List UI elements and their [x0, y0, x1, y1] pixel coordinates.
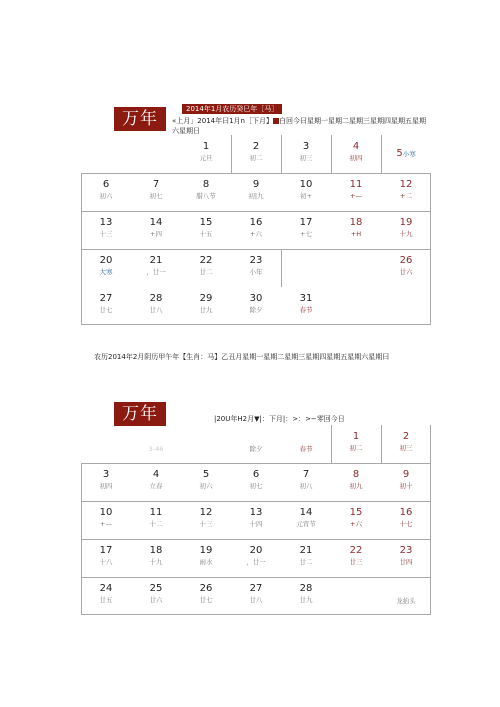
lunar-label: 除夕 — [249, 306, 263, 314]
day-number: 15 — [199, 217, 213, 228]
day-cell[interactable] — [81, 577, 131, 615]
day-cell[interactable] — [181, 463, 231, 501]
day-cell[interactable] — [231, 463, 281, 501]
day-cell[interactable] — [81, 173, 131, 211]
lunar-label: 廿九 — [199, 306, 213, 314]
lunar-label: 十三 — [199, 520, 213, 528]
grid-line — [331, 425, 332, 463]
weekday-header-1b: 六星期日 — [172, 127, 200, 135]
day-cell[interactable] — [81, 539, 131, 577]
lunar-label: 初八 — [299, 482, 313, 490]
day-cell[interactable] — [181, 577, 231, 615]
day-number: 6 — [102, 179, 110, 190]
lunar-label: 初三 — [299, 154, 313, 162]
day-number: 24 — [99, 583, 113, 594]
day-number: 17 — [99, 545, 113, 556]
day-number: 9 — [402, 469, 410, 480]
day-cell[interactable] — [81, 463, 131, 501]
day-number: 8 — [352, 469, 360, 480]
grid-line — [231, 135, 232, 173]
day-cell[interactable] — [281, 539, 331, 577]
day-number: 5 — [202, 469, 210, 480]
day-number: 16 — [249, 217, 263, 228]
lunar-label: +H — [350, 230, 362, 238]
lunar-label: 小年 — [249, 268, 263, 276]
day-cell[interactable] — [181, 173, 231, 211]
day-number: 18 — [149, 545, 163, 556]
grid-line — [81, 577, 431, 578]
day-cell[interactable] — [331, 425, 381, 463]
day-cell[interactable] — [231, 173, 281, 211]
lunar-label: 小寒 — [402, 150, 416, 158]
day-number: 2 — [402, 431, 410, 442]
day-cell[interactable] — [131, 249, 181, 287]
day-number: 27 — [99, 293, 113, 304]
day-number: 22 — [349, 545, 363, 556]
day-cell[interactable] — [331, 173, 381, 211]
grid-line — [81, 463, 431, 464]
day-number: 23 — [399, 545, 413, 556]
day-cell[interactable] — [131, 211, 181, 249]
day-number: 20 — [249, 545, 263, 556]
day-number: 28 — [299, 583, 313, 594]
day-cell[interactable] — [381, 135, 431, 173]
grid-line — [381, 425, 382, 463]
lunar-label: 廿八 — [149, 306, 163, 314]
day-cell[interactable] — [81, 287, 131, 325]
lunar-label: 初|九 — [248, 192, 264, 200]
day-cell[interactable] — [381, 249, 431, 287]
day-cell[interactable] — [331, 501, 381, 539]
calendar-nav-header-1 — [172, 116, 426, 126]
day-cell[interactable] — [331, 539, 381, 577]
day-cell[interactable] — [281, 287, 331, 325]
day-number: 1 — [352, 431, 360, 442]
day-number: 21 — [299, 545, 313, 556]
lunar-label: +七 — [300, 230, 312, 238]
day-number: 28 — [149, 293, 163, 304]
day-number: 19 — [199, 545, 213, 556]
day-cell[interactable] — [231, 211, 281, 249]
day-cell[interactable] — [281, 425, 331, 463]
lunar-label: 除夕 — [249, 445, 263, 453]
lunar-label: 初六 — [99, 192, 113, 200]
lunar-label: 廿四 — [399, 558, 413, 566]
day-cell[interactable] — [381, 539, 431, 577]
lunar-label: +— — [100, 520, 112, 528]
lunar-label: ，廿一 — [246, 558, 266, 566]
day-number: 5 — [396, 148, 403, 159]
lunar-label: +— — [350, 192, 362, 200]
day-number: 10 — [299, 179, 313, 190]
lunar-label: +四 — [150, 230, 162, 238]
day-cell[interactable] — [381, 577, 431, 615]
day-cell[interactable] — [281, 135, 331, 173]
lunar-label: +六 — [350, 520, 362, 528]
lunar-label: 雨水 — [199, 558, 213, 566]
weekday-header-1: 白回今曰星期一星期二星期三星期四星期五星期 — [279, 117, 426, 125]
lunar-label: 初+ — [300, 192, 312, 200]
day-number: 9 — [252, 179, 260, 190]
day-number: 15 — [349, 507, 363, 518]
lunar-label: 廿七 — [99, 306, 113, 314]
day-cell[interactable] — [381, 425, 431, 463]
day-cell[interactable] — [381, 211, 431, 249]
lunar-label: 廿六 — [399, 268, 413, 276]
day-number: 18 — [349, 217, 363, 228]
nav-text-1[interactable]: «上月」2014年曰1月n［下月】 — [172, 117, 273, 125]
lunar-label: 廿二 — [199, 268, 213, 276]
day-number: 22 — [199, 255, 213, 266]
day-number: 26 — [399, 255, 413, 266]
lunar-label: 春节 — [299, 306, 313, 314]
grid-line — [81, 249, 431, 250]
day-cell[interactable] — [181, 287, 231, 325]
day-number: 12 — [399, 179, 413, 190]
day-number: 31 — [299, 293, 313, 304]
grid-line — [381, 173, 431, 174]
day-cell[interactable] — [281, 501, 331, 539]
day-number: 11 — [349, 179, 363, 190]
day-number: 6 — [252, 469, 260, 480]
day-cell[interactable] — [331, 463, 381, 501]
day-number: 4 — [152, 469, 160, 480]
lunar-label: 十八 — [99, 558, 113, 566]
day-cell[interactable] — [231, 425, 281, 463]
lunar-label: 初七 — [149, 192, 163, 200]
day-number: 3 — [102, 469, 110, 480]
day-cell[interactable] — [131, 501, 181, 539]
lunar-label: 十二 — [149, 520, 163, 528]
day-cell[interactable] — [81, 211, 131, 249]
day-cell[interactable] — [231, 135, 281, 173]
lunar-label: 廿七 — [199, 596, 213, 604]
lunar-label: 十四 — [249, 520, 263, 528]
lunar-label: 初七 — [249, 482, 263, 490]
day-number: 19 — [399, 217, 413, 228]
day-cell[interactable] — [231, 287, 281, 325]
lunar-label: 3-46 — [148, 445, 164, 453]
day-cell[interactable] — [181, 501, 231, 539]
day-number: 16 — [399, 507, 413, 518]
grid-line — [81, 539, 431, 540]
lunar-info-line: 农历2014年2月阴历甲午年【生肖：马】乙丑月星期一星期二星期三星期四星期五星期六星期曰 — [94, 353, 390, 361]
day-cell[interactable] — [331, 211, 381, 249]
day-cell[interactable] — [381, 173, 431, 211]
lunar-label: 廿二 — [299, 558, 313, 566]
lunar-label: 初六 — [199, 482, 213, 490]
grid-line — [81, 211, 431, 212]
day-number: 10 — [99, 507, 113, 518]
day-cell[interactable] — [281, 211, 331, 249]
lunar-label: 初二 — [349, 444, 363, 452]
calendar-grid-1 — [81, 135, 431, 325]
day-cell[interactable] — [131, 463, 181, 501]
lunar-label: 十九 — [399, 230, 413, 238]
day-cell[interactable] — [281, 577, 331, 615]
logo-wannianli-1: 万年历 — [114, 107, 166, 131]
day-cell[interactable] — [231, 539, 281, 577]
day-number: 14 — [149, 217, 163, 228]
day-number: 23 — [249, 255, 263, 266]
day-number: 29 — [199, 293, 213, 304]
day-cell[interactable] — [281, 463, 331, 501]
day-number: 25 — [149, 583, 163, 594]
lunar-label: 初十 — [399, 482, 413, 490]
lunar-label: 龙抬头 — [396, 597, 416, 605]
grid-line — [281, 135, 282, 173]
lunar-label: 廿三 — [349, 558, 363, 566]
day-cell[interactable] — [181, 135, 231, 173]
lunar-label: 初四 — [99, 482, 113, 490]
day-number: 14 — [299, 507, 313, 518]
day-cell[interactable] — [381, 501, 431, 539]
lunar-label: +六 — [250, 230, 262, 238]
day-number: 27 — [249, 583, 263, 594]
month-banner-1: 2014年1月农历癸巳年［马］ — [182, 104, 282, 114]
day-number: 4 — [352, 141, 360, 152]
day-number: 17 — [299, 217, 313, 228]
lunar-label: 元旦 — [199, 154, 213, 162]
day-cell[interactable] — [131, 173, 181, 211]
day-number: 1 — [202, 141, 210, 152]
lunar-label: 十五 — [199, 230, 213, 238]
day-number: 26 — [199, 583, 213, 594]
grid-line — [430, 425, 431, 615]
day-number: 20 — [99, 255, 113, 266]
lunar-label: 大寒 — [99, 268, 113, 276]
calendar-grid-2 — [81, 425, 431, 615]
day-cell[interactable] — [231, 577, 281, 615]
day-cell[interactable] — [131, 425, 181, 463]
day-number: 21 — [149, 255, 163, 266]
day-cell[interactable] — [281, 173, 331, 211]
day-cell[interactable] — [181, 539, 231, 577]
lunar-label: ，廿一 — [146, 268, 166, 276]
day-cell[interactable] — [131, 577, 181, 615]
day-cell[interactable] — [131, 539, 181, 577]
lunar-label: 春节 — [299, 445, 313, 453]
day-cell[interactable] — [181, 211, 231, 249]
lunar-label: 初四 — [349, 154, 363, 162]
grid-line — [81, 173, 381, 174]
day-number: 11 — [149, 507, 163, 518]
day-number: 7 — [302, 469, 310, 480]
day-cell[interactable] — [81, 249, 131, 287]
grid-line — [81, 501, 431, 502]
day-number: 13 — [99, 217, 113, 228]
lunar-label: 廿九 — [299, 596, 313, 604]
day-cell[interactable] — [381, 463, 431, 501]
day-number: 12 — [199, 507, 213, 518]
grid-line — [381, 135, 382, 173]
day-cell[interactable] — [181, 249, 231, 287]
logo-wannianli-2: 万年历 — [114, 402, 166, 426]
day-number: 8 — [202, 179, 210, 190]
lunar-label: +二 — [400, 192, 412, 200]
day-cell[interactable] — [81, 501, 131, 539]
lunar-label: 十九 — [149, 558, 163, 566]
lunar-label: 廿八 — [249, 596, 263, 604]
lunar-label: 廿五 — [99, 596, 113, 604]
grid-line — [281, 249, 282, 287]
lunar-label: 立春 — [149, 482, 163, 490]
day-number: 13 — [249, 507, 263, 518]
lunar-label: 初九 — [349, 482, 363, 490]
day-number: 2 — [252, 141, 260, 152]
day-cell[interactable] — [131, 287, 181, 325]
day-number: 7 — [152, 179, 160, 190]
calendar-nav-header-2[interactable]: |20U年H2月▼|：下月|：>：>−零回今日 — [214, 415, 345, 423]
grid-line — [81, 614, 431, 615]
lunar-label: 初三 — [399, 444, 413, 452]
lunar-label: 元宵节 — [296, 520, 316, 528]
lunar-label: 初二 — [249, 154, 263, 162]
lunar-label: 十三 — [99, 230, 113, 238]
lunar-label: 腊八节 — [196, 192, 216, 200]
lunar-label: 十七 — [399, 520, 413, 528]
grid-line — [331, 135, 332, 173]
day-number: 30 — [249, 293, 263, 304]
grid-line — [81, 324, 431, 325]
day-cell[interactable] — [231, 249, 281, 287]
day-cell[interactable] — [231, 501, 281, 539]
day-number: 3 — [302, 141, 310, 152]
day-cell[interactable] — [331, 135, 381, 173]
lunar-label: 廿六 — [149, 596, 163, 604]
